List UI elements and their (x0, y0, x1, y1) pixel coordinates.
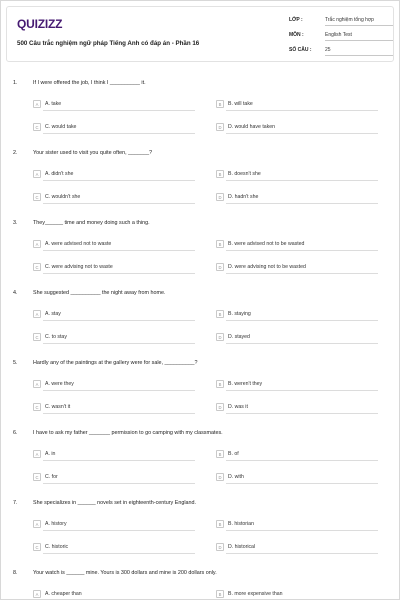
option-text: C. were advising not to waste (45, 264, 113, 270)
option-letter-box: B (216, 520, 224, 528)
option-letter-box: D (216, 193, 224, 201)
option-text: A. were advised not to waste (45, 241, 112, 247)
answer-underline (226, 320, 378, 321)
option-letter-box: C (33, 263, 41, 271)
answer-underline (43, 110, 195, 111)
option-letter-box: A (33, 520, 41, 528)
answer-underline (43, 530, 195, 531)
answer-underline (226, 203, 378, 204)
option-letter-box: A (33, 310, 41, 318)
option-letter-box: C (33, 473, 41, 481)
option-letter-box: A (33, 170, 41, 178)
question-text: Your sister used to visit you quite often, _______? (33, 150, 153, 156)
option-letter-box: B (216, 310, 224, 318)
answer-underline (43, 460, 195, 461)
answer-underline (43, 390, 195, 391)
answer-underline (226, 460, 378, 461)
option-letter-box: D (216, 473, 224, 481)
question-number: 2. (13, 150, 18, 156)
option-text: A. were they (45, 381, 74, 387)
question-text: Hardly any of the paintings at the gallery were for sale, __________? (33, 360, 198, 366)
question-number: 6. (13, 430, 18, 436)
question-text: She suggested __________ the night away from home. (33, 290, 166, 296)
class-label: LỚP : (289, 17, 303, 23)
answer-underline (226, 390, 378, 391)
option-letter-box: D (216, 333, 224, 341)
option-text: B. will take (228, 101, 253, 107)
answer-underline (43, 413, 195, 414)
option-letter-box: C (33, 333, 41, 341)
option-text: B. weren't they (228, 381, 263, 387)
option-letter-box: C (33, 193, 41, 201)
answer-underline (43, 203, 195, 204)
answer-underline (43, 320, 195, 321)
answer-underline (226, 413, 378, 414)
option-text: D. with (228, 474, 244, 480)
option-text: A. cheaper than (45, 591, 82, 597)
question-text: I have to ask my father _______ permission to go camping with my classmates. (33, 430, 223, 436)
answer-underline (43, 483, 195, 484)
question-count-label: SỐ CÂU : (289, 47, 312, 53)
answer-underline (226, 530, 378, 531)
answer-underline (226, 180, 378, 181)
answer-underline (226, 250, 378, 251)
subject-label: MÔN : (289, 32, 304, 38)
answer-underline (226, 343, 378, 344)
option-letter-box: C (33, 543, 41, 551)
answer-underline (226, 553, 378, 554)
question-text: They______ time and money doing such a thing. (33, 220, 150, 226)
option-letter-box: C (33, 403, 41, 411)
option-letter-box: D (216, 403, 224, 411)
option-text: B. staying (228, 311, 251, 317)
option-text: D. hadn't she (228, 194, 259, 200)
option-text: C. historic (45, 544, 69, 550)
question-5 (0, 360, 400, 430)
question-2 (0, 150, 400, 220)
option-letter-box: B (216, 380, 224, 388)
worksheet-header (6, 6, 394, 62)
question-text: If I were offered the job, I think I __________ it. (33, 80, 146, 86)
document-title: 500 Câu trắc nghiệm ngữ pháp Tiếng Anh có đáp án - Phần 16 (17, 40, 200, 47)
option-text: C. wouldn't she (45, 194, 81, 200)
answer-underline (43, 343, 195, 344)
option-text: A. didn't she (45, 171, 74, 177)
answer-underline (43, 180, 195, 181)
option-text: B. doesn't she (228, 171, 261, 177)
option-letter-box: B (216, 590, 224, 598)
option-text: A. take (45, 101, 62, 107)
question-number: 3. (13, 220, 18, 226)
question-1 (0, 80, 400, 150)
option-letter-box: A (33, 450, 41, 458)
answer-underline (43, 250, 195, 251)
class-value: Trắc nghiệm tổng hợp (325, 17, 393, 26)
option-text: B. historian (228, 521, 254, 527)
option-letter-box: B (216, 450, 224, 458)
answer-underline (43, 273, 195, 274)
option-text: C. for (45, 474, 58, 480)
answer-underline (226, 133, 378, 134)
question-8 (0, 570, 400, 600)
option-text: C. would take (45, 124, 77, 130)
option-text: A. stay (45, 311, 61, 317)
option-text: D. historical (228, 544, 256, 550)
option-letter-box: A (33, 100, 41, 108)
answer-underline (226, 110, 378, 111)
option-text: C. to stay (45, 334, 67, 340)
option-letter-box: D (216, 263, 224, 271)
option-letter-box: A (33, 380, 41, 388)
question-4 (0, 290, 400, 360)
answer-underline (226, 273, 378, 274)
option-letter-box: B (216, 100, 224, 108)
question-count-value: 25 (325, 47, 393, 56)
option-text: C. wasn't it (45, 404, 71, 410)
option-letter-box: D (216, 123, 224, 131)
question-number: 7. (13, 500, 18, 506)
option-text: B. more expensive than (228, 591, 283, 597)
option-text: D. stayed (228, 334, 250, 340)
quizizz-logo: QUIZIZZ (17, 17, 63, 31)
question-text: She specializes in ______ novels set in eighteenth-century England. (33, 500, 197, 506)
question-text: Your watch is ______ mine. Yours is 300 dollars and mine is 200 dollars only. (33, 570, 217, 576)
question-number: 1. (13, 80, 18, 86)
option-text: A. in (45, 451, 56, 457)
question-3 (0, 220, 400, 290)
option-text: D. were advising not to be wasted (228, 264, 306, 270)
option-letter-box: A (33, 240, 41, 248)
answer-underline (43, 133, 195, 134)
option-letter-box: D (216, 543, 224, 551)
option-letter-box: C (33, 123, 41, 131)
question-number: 5. (13, 360, 18, 366)
answer-underline (43, 553, 195, 554)
option-text: B. were advised not to be wasted (228, 241, 305, 247)
question-number: 4. (13, 290, 18, 296)
option-text: A. history (45, 521, 67, 527)
subject-value: English Test (325, 32, 393, 41)
option-letter-box: A (33, 590, 41, 598)
question-7 (0, 500, 400, 570)
option-letter-box: B (216, 240, 224, 248)
option-letter-box: B (216, 170, 224, 178)
option-text: B. of (228, 451, 239, 457)
question-number: 8. (13, 570, 18, 576)
option-text: D. would have taken (228, 124, 276, 130)
question-6 (0, 430, 400, 500)
option-text: D. was it (228, 404, 248, 410)
answer-underline (226, 483, 378, 484)
